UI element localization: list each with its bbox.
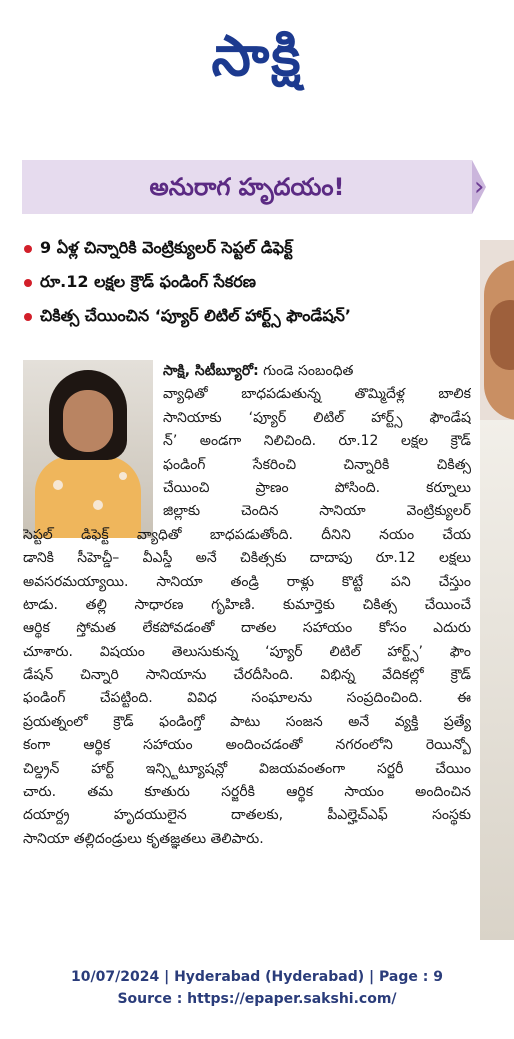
highlight-item: [24, 300, 474, 334]
article-line: సానియాకు ‘ప్యూర్ లిటిల్ హార్ట్స్ ఫౌండేష: [163, 409, 471, 426]
footer-date-page: 10/07/2024 | Hyderabad (Hyderabad) | Page : 9: [71, 969, 443, 985]
article-line: చిల్డ్రన్ హార్ట్ ఇన్స్టిట్యూషన్లో విజయవంతంగా సర్జరీ చేయిం: [23, 760, 471, 777]
article-line: డేషన్ చిన్నారి సానియాను చేరదీసింది. విభిన్న వేదికల్లో క్రౌడ్: [23, 667, 471, 684]
article-line: ప్రయత్నంలో క్రౌడ్ ఫండింగ్తో పాటు సంజన అనే వ్యక్తి ప్రత్యే: [23, 713, 471, 730]
article-body: [23, 360, 471, 851]
highlight-item: [24, 232, 474, 266]
article-line: వ్యాధితో బాధపడుతున్న తొమ్మిదేళ్ల బాలిక: [163, 386, 471, 403]
article-line: జిల్లాకు చెందిన సానియా వెంట్రిక్యులర్: [163, 503, 471, 520]
dateline: సాక్షి, సిటీబ్యూరో:: [163, 363, 259, 379]
article-line: టాడు. తల్లి సాధారణ గృహిణి. కుమార్తెకు చికిత్స చేయించే: [23, 596, 471, 613]
article-line: సెప్టల్ డిఫెక్ట్ వ్యాధితో బాధపడుతోంది. దీనిని నయం చేయ: [23, 526, 471, 543]
article-line: చారు. తమ కూతురు సర్జరీకి ఆర్థిక సాయం అందించిన: [23, 784, 471, 801]
article-line: సానియా తల్లిదండ్రులు కృతజ్ఞతలు తెలిపారు.: [23, 830, 264, 847]
article-line: ఫండింగ్ చేపట్టింది. వివిధ సంఘాలను సంప్రదించింది. ఈ: [23, 690, 471, 707]
highlight-text: 9 ఏళ్ల చిన్నారికి వెంట్రిక్యులర్ సెప్టల్ డిఫెక్ట్: [40, 237, 293, 257]
highlights-list: [24, 232, 474, 334]
article-line: ఆర్థిక స్తోమత లేకపోవడంతో దాతల సహాయం కోసం ఎదురు: [23, 620, 471, 637]
article-line: చూశారు. విషయం తెలుసుకున్న ‘ప్యూర్ లిటిల్ హార్ట్స్’ ఫౌం: [23, 643, 471, 660]
article-line: దయార్ద్ర హృదయులైన దాతలకు, పీఎల్హెచ్ఎఫ్ సంస్థకు: [23, 807, 471, 824]
highlight-text: చికిత్స చేయించిన ‘ప్యూర్ లిటిల్ హార్ట్స్ ఫౌండేషన్’: [40, 305, 351, 325]
bullet-icon: [24, 245, 32, 253]
article-line: డానికి సీహెచ్డీ– వీఎస్డీ అనే చికిత్సకు దాదాపు రూ.12 లక్షలు: [23, 550, 471, 567]
footer-source: Source : https://epaper.sakshi.com/: [117, 991, 397, 1007]
bullet-icon: [24, 279, 32, 287]
sakshi-logo: సాక్షి: [211, 24, 303, 89]
bullet-icon: [24, 313, 32, 321]
article-line: సాక్షి, సిటీబ్యూరో: గుండె సంబంధిత: [163, 363, 354, 379]
article-line: ఫండింగ్ సేకరించి చిన్నారికి చికిత్స: [163, 456, 471, 473]
headline-title: అనురాగ హృదయం!: [149, 173, 345, 201]
chevron-right-icon: ›: [474, 172, 485, 202]
highlight-text: రూ.12 లక్షల క్రౌడ్ ఫండింగ్ సేకరణ: [40, 271, 256, 291]
masthead: [0, 12, 514, 102]
page-footer: [0, 966, 514, 1010]
article-line: అవసరమయ్యాయి. సానియా తండ్రి రాళ్లు కొట్టే పని చేస్తుం: [23, 573, 471, 590]
highlight-item: [24, 266, 474, 300]
adjacent-article-photo: [480, 240, 514, 940]
article-line: న్’ అండగా నిలిచింది. రూ.12 లక్షల క్రౌడ్: [163, 433, 471, 450]
headline-banner: [22, 160, 472, 214]
article-line: చేయించి ప్రాణం పోసింది. కర్నూలు: [163, 479, 471, 496]
article-line: కంగా ఆర్థిక సహాయం అందించడంతో నగరంలోని రెయిన్బో: [23, 737, 471, 754]
